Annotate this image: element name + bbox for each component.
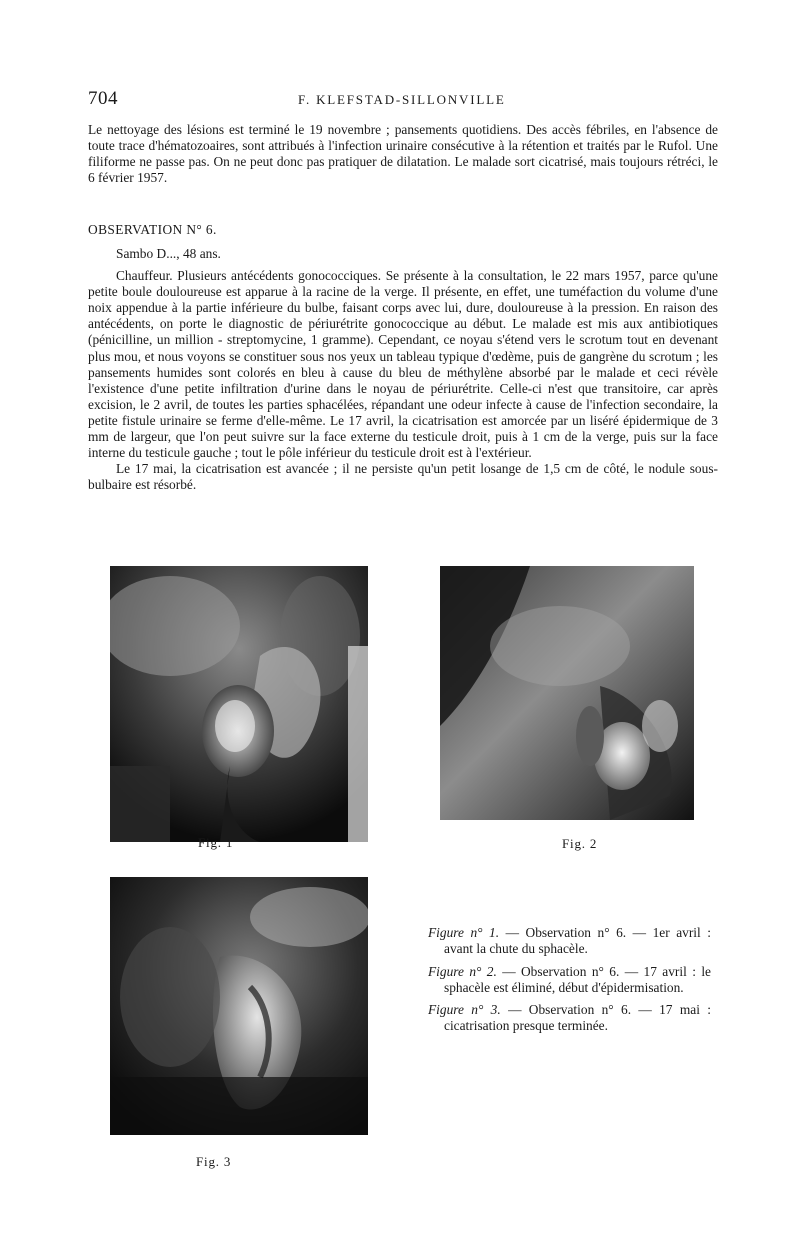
- page-number: 704: [88, 88, 118, 109]
- caption-figure-3: [428, 1002, 711, 1035]
- figure-3-image: [110, 877, 368, 1135]
- patient-line: Sambo D..., 48 ans.: [116, 246, 221, 261]
- figure-2-image: [440, 566, 694, 820]
- caption-figure-2: [428, 964, 711, 997]
- caption-2-lead: Figure n° 2.: [428, 963, 497, 979]
- figure-3-photo: [110, 877, 368, 1135]
- caption-3-lead: Figure n° 3.: [428, 1002, 501, 1018]
- figure-2-label: Fig. 2: [562, 836, 598, 851]
- caption-1-lead: Figure n° 1.: [428, 925, 500, 940]
- figure-1-image: [110, 566, 368, 842]
- caption-figure-1: [428, 925, 711, 958]
- caption-1-text: — Observation n° 6. — 1er avril : avant la chute du sphacèle.: [444, 925, 711, 957]
- running-head: F. KLEFSTAD-SILLONVILLE: [298, 92, 506, 107]
- caption-2-text: — Observation n° 6. — 17 avril : le sphacèle est éliminé, début d'épidermisation.: [444, 963, 711, 995]
- continuation-text: [88, 122, 718, 186]
- caption-3-text: — Observation n° 6. — 17 mai : cicatrisation presque terminée.: [444, 1002, 711, 1034]
- figure-captions: [428, 925, 711, 1041]
- observation-body: [88, 246, 718, 493]
- observation-paragraph-1: Chauffeur. Plusieurs antécédents gonococciques. Se présente à la consultation, le 22 mars 1957, parce qu'une petite boule douloureuse est apparue à la racine de la verge. Il présente, en effet, une tuméfaction du volume d'une noix appendue à la partie inférieure du bulbe, faisant corps avec lui, dure, douloureuse à la pression. En raison des antécédents, on porte le diagnostic de périurétrite gonococcique au début. Le malade est mis aux antibiotiques (pénicilline, un million - streptomycine, 1 gramme). Cependant, ce noyau s'étend vers le scrotum tout en devenant plus mou, et nous voyons se constituer sous nos yeux un tableau typique d'œdème, puis de gangrène du scrotum ; les pansements humides sont colorés en bleu à cause du bleu de méthylène absorbé par le malade et ceci révèle l'existence d'une petite infiltration d'urine dans le noyau de périurétrite. Celle-ci n'est que transitoire, car après excision, le 2 avril, de toutes les parties sphacélées, répandant une odeur infecte à cause de l'infection secondaire, la petite fistule urinaire se ferme d'elle-même. Le 17 avril, la cicatrisation est amorcée par un liséré épidermique de 3 mm de largeur, que l'on peut suivre sur la face externe du testicule droit, puis à 1 cm de la verge, puis sur la face interne du testicule gauche ; tout le pôle inférieur du testicule droit est à l'extérieur.: [88, 268, 718, 461]
- observation-paragraph-2: Le 17 mai, la cicatrisation est avancée ; il ne persiste qu'un petit losange de 1,5 cm de côté, le nodule sous-bulbaire est résorbé.: [88, 461, 718, 493]
- observation-heading: OBSERVATION N° 6.: [88, 222, 217, 237]
- continuation-paragraph: Le nettoyage des lésions est terminé le 19 novembre ; pansements quotidiens. Des accès fébriles, en l'absence de toute trace d'hématozoaires, sont attribués à l'infection urinaire consécutive à la rétention et traités par le Rufol. Une filiforme ne passe pas. On ne peut donc pas pratiquer de dilatation. Le malade sort cicatrisé, mais toujours rétréci, le 6 février 1957.: [88, 122, 718, 186]
- figure-1-photo: [110, 566, 368, 842]
- page-header: [88, 88, 718, 112]
- figure-3-label: Fig. 3: [196, 1154, 232, 1169]
- figure-2-photo: [440, 566, 694, 820]
- figure-1-label: Fig. 1: [198, 835, 234, 850]
